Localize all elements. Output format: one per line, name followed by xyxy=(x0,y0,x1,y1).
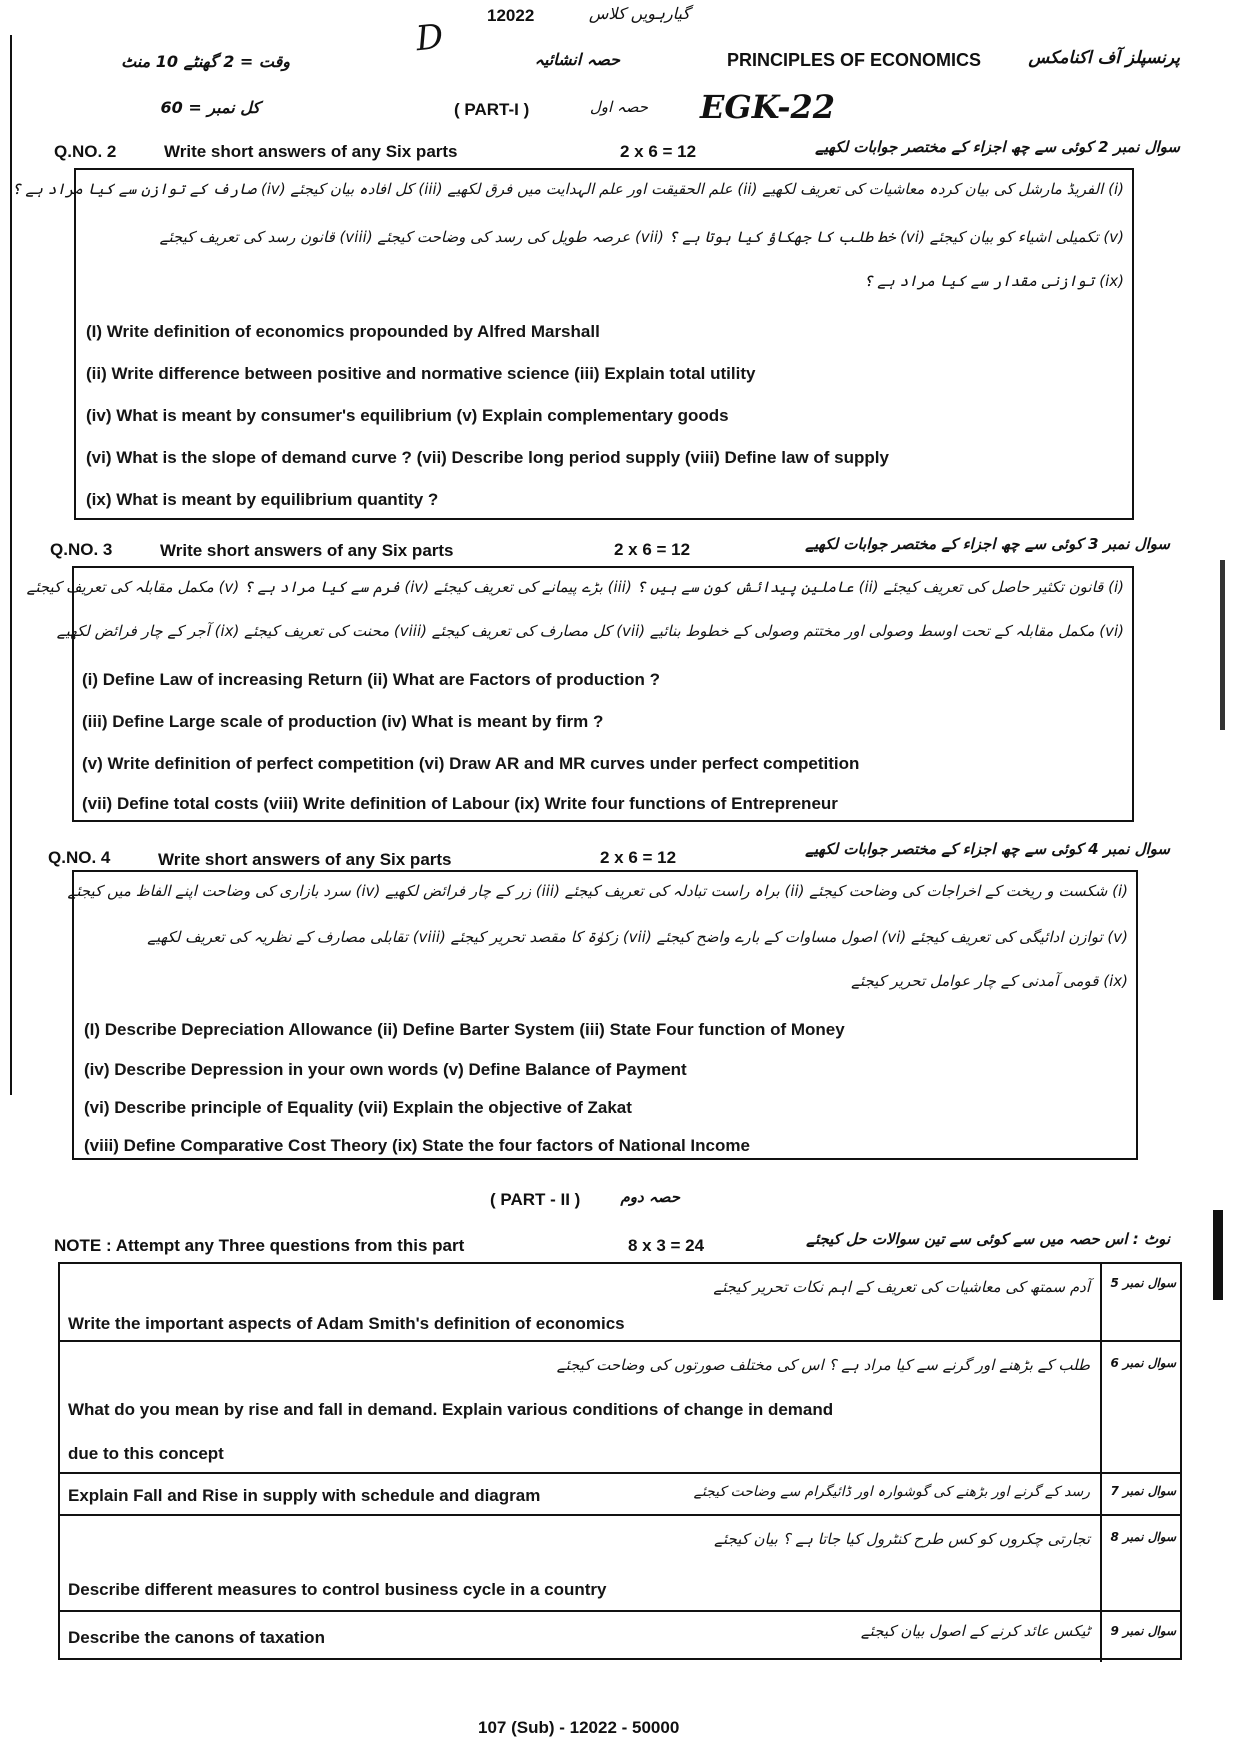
q3-english-line: (i) Define Law of increasing Return (ii) What are Factors of production ? xyxy=(82,670,661,689)
part2-label: ( PART - II ) xyxy=(490,1190,581,1209)
part2-marks: 8 x 3 = 24 xyxy=(628,1236,705,1255)
q2-urdu-line: (i) الفریڈ مارشل کی بیان کردہ معاشیات کی تعریف لکھیے (ii) علم الحقیقت اور علم الہدایت میں فرق لکھیے (iii) کل افادہ بیان کیجئے (iv) صارف کے توازن سے کیا مراد ہے ؟ xyxy=(11,180,1124,198)
q2-english-line: (ii) Write difference between positive and normative science (iii) Explain total utility xyxy=(86,364,756,383)
q6-urdu: طلب کے بڑھنے اور گرنے سے کیا مراد ہے ؟ اس کی مختلف صورتوں کی وضاحت کیجئے xyxy=(556,1356,1090,1374)
q6-english-continued: due to this concept xyxy=(68,1444,224,1463)
q2-english-line: (iv) What is meant by consumer's equilibrium (v) Explain complementary goods xyxy=(86,406,729,425)
handwritten-mark: D xyxy=(413,16,446,60)
q4-english-line: (viii) Define Comparative Cost Theory (ix) State the four factors of National Income xyxy=(84,1136,750,1155)
part2-urdu: حصہ دوم xyxy=(620,1188,680,1206)
q2-urdu-line: (ix) توازنی مقدار سے کیا مراد ہے ؟ xyxy=(863,272,1124,290)
q4-urdu-heading: سوال نمبر 4 کوئی سے چھ اجزاء کے مختصر جوابات لکھیے xyxy=(805,840,1170,858)
time-urdu: وقت = 2 گھنٹے 10 منٹ xyxy=(121,52,290,71)
q5-urdu: آدم سمتھ کی معاشیات کی تعریف کے اہم نکات تحریر کیجئے xyxy=(713,1278,1090,1296)
part1-urdu: حصہ اول xyxy=(589,98,648,116)
q4-urdu-line: (v) توازن ادائیگی کی تعریف کیجئے (vi) اصول مساوات کے بارے واضح کیجئے (vii) زکوٰۃ کا مقصد تحریر کیجئے (viii) تقابلی مصارف کے نظریہ کی تعریف لکھیے xyxy=(147,928,1128,946)
q3-instruction: Write short answers of any Six parts xyxy=(160,541,454,560)
q4-urdu-line: (ix) قومی آمدنی کے چار عوامل تحریر کیجئے xyxy=(851,972,1128,990)
q2-english-line: (ix) What is meant by equilibrium quantity ? xyxy=(86,490,439,509)
q5-number-cell xyxy=(1100,1262,1180,1340)
q4-label: Q.NO. 4 xyxy=(48,848,111,867)
q9-number-cell xyxy=(1100,1612,1180,1662)
q3-marks: 2 x 6 = 12 xyxy=(614,540,691,559)
handwritten-code: EGK-22 xyxy=(700,88,836,126)
q9-urdu: ٹیکس عائد کرنے کے اصول بیان کیجئے xyxy=(860,1622,1090,1640)
q8-number-cell xyxy=(1100,1516,1180,1612)
q3-urdu-line: (vi) مکمل مقابلہ کے تحت اوسط وصولی اور مختتم وصولی کے خطوط بنائیے (vii) کل مصارف کی تعریف کیجئے (viii) محنت کی تعریف کیجئے (ix) آجر کے چار فرائض لکھیے xyxy=(56,622,1124,640)
q7-urdu: رسد کے گرنے اور بڑھنے کی گوشوارہ اور ڈائیگرام سے وضاحت کیجئے xyxy=(693,1484,1090,1500)
part2-note: NOTE : Attempt any Three questions from this part xyxy=(54,1236,465,1255)
q3-urdu-line: (i) قانون تکثیر حاصل کی تعریف کیجئے (ii) عاملین پیدائش کون سے ہیں ؟ (iii) بڑے پیمانے کی تعریف کیجئے (iv) فرم سے کیا مراد ہے ؟ (v) مکمل مقابلہ کی تعریف کیجئے xyxy=(26,578,1124,596)
q4-english-line: (I) Describe Depreciation Allowance (ii) Define Barter System (iii) State Four function of Money xyxy=(84,1020,845,1039)
class-urdu: گیارہویں کلاس xyxy=(588,4,690,23)
q7-english: Explain Fall and Rise in supply with schedule and diagram xyxy=(68,1486,541,1505)
q2-label: Q.NO. 2 xyxy=(54,142,117,161)
q3-english-line: (vii) Define total costs (viii) Write definition of Labour (ix) Write four functions of Entrepreneur xyxy=(82,794,838,813)
part-2-table xyxy=(58,1262,1182,1660)
part2-question-6 xyxy=(60,1340,1180,1474)
q9-number: سوال نمبر 9 xyxy=(1110,1624,1176,1638)
q7-number-cell xyxy=(1100,1474,1180,1516)
q2-english-line: (vi) What is the slope of demand curve ? (vii) Describe long period supply (viii) Define law of supply xyxy=(86,448,889,467)
q4-instruction: Write short answers of any Six parts xyxy=(158,850,452,869)
q3-urdu-heading: سوال نمبر 3 کوئی سے چھ اجزاء کے مختصر جوابات لکھیے xyxy=(805,535,1170,553)
subject-title: PRINCIPLES OF ECONOMICS xyxy=(727,50,982,70)
q4-english-line: (vi) Describe principle of Equality (vii) Explain the objective of Zakat xyxy=(84,1098,632,1117)
q8-urdu: تجارتی چکروں کو کس طرح کنٹرول کیا جاتا ہے ؟ بیان کیجئے xyxy=(714,1530,1090,1548)
part2-question-7 xyxy=(60,1472,1180,1516)
q4-marks: 2 x 6 = 12 xyxy=(600,848,677,867)
exam-code: 12022 xyxy=(487,6,535,25)
q4-urdu-line: (i) شکست و ریخت کے اخراجات کی وضاحت کیجئے (ii) براہ راست تبادلہ کی تعریف کیجئے (iii) زر کے چار فرائض لکھیے (iv) سرد بازاری کی وضاحت اپنے الفاظ میں کیجئے xyxy=(67,882,1128,900)
q3-english-line: (v) Write definition of perfect competition (vi) Draw AR and MR curves under perfect competition xyxy=(82,754,860,773)
q6-number-cell xyxy=(1100,1342,1180,1474)
part2-question-9 xyxy=(60,1610,1180,1662)
q8-number: سوال نمبر 8 xyxy=(1110,1530,1176,1544)
q9-english: Describe the canons of taxation xyxy=(68,1628,325,1647)
q2-marks: 2 x 6 = 12 xyxy=(620,142,697,161)
part1-label: ( PART-I ) xyxy=(454,100,530,119)
q6-english: What do you mean by rise and fall in demand. Explain various conditions of change in demand xyxy=(68,1400,834,1419)
question-3-box xyxy=(26,566,1134,822)
subjective-urdu: حصہ انشائیہ xyxy=(534,50,620,69)
subject-title-urdu: پرنسپلز آف اکنامکس xyxy=(1028,48,1180,68)
q3-english-line: (iii) Define Large scale of production (iv) What is meant by firm ? xyxy=(82,712,604,731)
q2-urdu-heading: سوال نمبر 2 کوئی سے چھ اجزاء کے مختصر جوابات لکھیے xyxy=(815,138,1180,156)
scan-right-edge xyxy=(1213,1210,1223,1300)
part2-question-5 xyxy=(60,1262,1180,1340)
part2-note-urdu: نوٹ : اس حصہ میں سے کوئی سے تین سوالات حل کیجئے xyxy=(806,1230,1170,1248)
q5-english: Write the important aspects of Adam Smith's definition of economics xyxy=(68,1314,625,1333)
question-2-box xyxy=(11,168,1134,520)
q6-number: سوال نمبر 6 xyxy=(1110,1356,1176,1370)
footer-code: 107 (Sub) - 12022 - 50000 xyxy=(478,1718,680,1737)
q8-english: Describe different measures to control business cycle in a country xyxy=(68,1580,607,1599)
question-4-box xyxy=(67,870,1138,1160)
q2-instruction: Write short answers of any Six parts xyxy=(164,142,458,161)
q3-label: Q.NO. 3 xyxy=(50,540,113,559)
q2-english-line: (I) Write definition of economics propounded by Alfred Marshall xyxy=(86,322,600,341)
marks-urdu: کل نمبر = 60 xyxy=(160,98,260,117)
q7-number: سوال نمبر 7 xyxy=(1110,1484,1176,1498)
q2-urdu-line: (v) تکمیلی اشیاء کو بیان کیجئے (vi) خط طلب کا جھکاؤ کیا ہوتا ہے ؟ (vii) عرصہ طویل کی رسد کی وضاحت کیجئے (viii) قانون رسد کی تعریف کیجئے xyxy=(159,228,1124,246)
q4-english-line: (iv) Describe Depression in your own words (v) Define Balance of Payment xyxy=(84,1060,687,1079)
part2-question-8 xyxy=(60,1514,1180,1612)
scan-right-mark xyxy=(1220,560,1225,730)
q5-number: سوال نمبر 5 xyxy=(1110,1276,1176,1290)
